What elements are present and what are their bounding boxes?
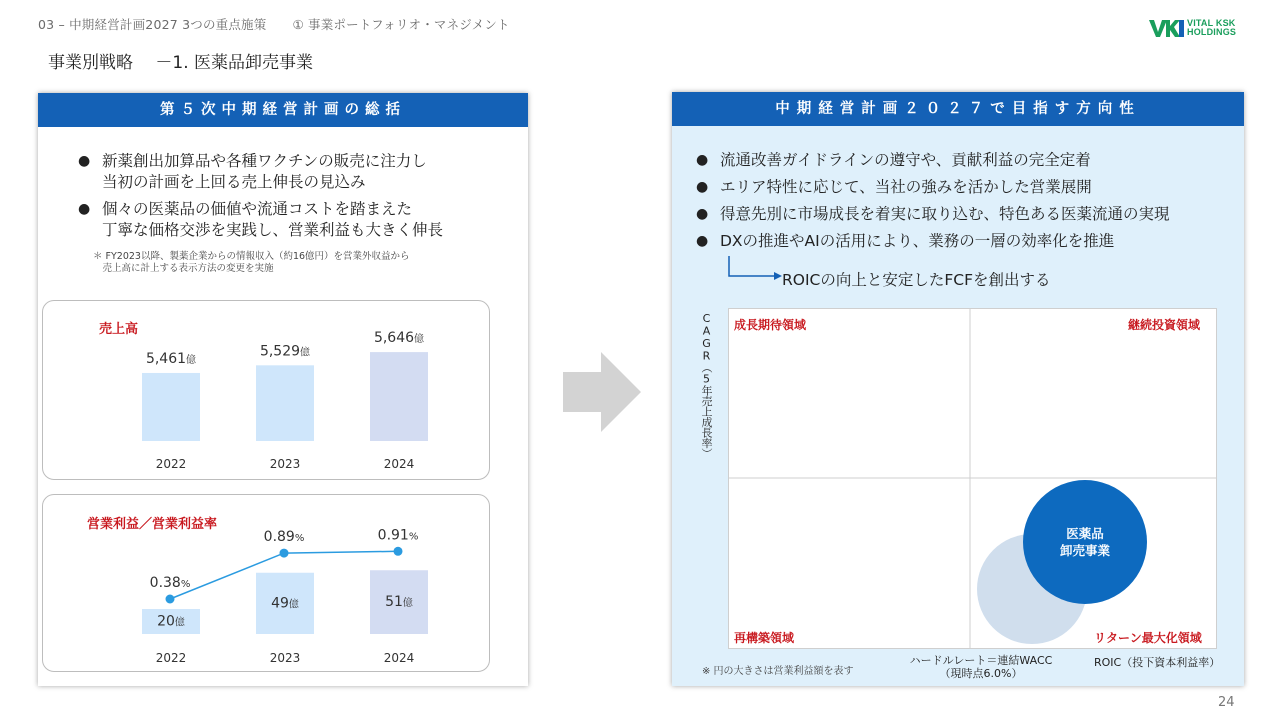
sales-bar	[142, 373, 200, 441]
margin-value-label: 0.91%	[377, 527, 419, 544]
sales-bar	[256, 365, 314, 441]
profit-year-label: 2023	[269, 651, 301, 665]
roic-goal-text: ROICの向上と安定したFCFを創出する	[782, 271, 1051, 289]
circle-size-note: ※ 円の大きさは営業利益額を表す	[702, 666, 854, 677]
right-bullet-item: ● エリア特性に応じて、当社の強みを活かした営業展開	[696, 174, 1236, 201]
company-logo	[1149, 18, 1247, 38]
margin-point	[280, 549, 289, 558]
profit-value-label-unit: 億	[402, 598, 413, 610]
margin-point	[394, 547, 403, 556]
sales-year-label: 2023	[269, 457, 301, 471]
profit-chart	[42, 494, 490, 672]
left-bullet-item: ● 個々の医薬品の価値や流通コストを踏まえた 丁寧な価格交渉を実践し、営業利益も大きく伸長	[78, 199, 518, 241]
y-axis-label: CAGR（5年売上成長率）	[700, 312, 713, 459]
logo-text-line2: HOLDINGS	[1187, 27, 1237, 37]
margin-value-label-unit: %	[294, 533, 305, 545]
profit-year-label: 2024	[383, 651, 415, 665]
right-bullet-item: ● 流通改善ガイドラインの遵守や、貢献利益の完全定着	[696, 147, 1236, 174]
breadcrumb	[38, 15, 510, 33]
right-bullet-item: ● 得意先別に市場成長を着実に取り込む、特色ある医薬流通の実現	[696, 201, 1236, 228]
sales-value-label: 5,461億	[145, 350, 197, 367]
page-title: 事業別戦略 －1. 医薬品卸売事業	[48, 53, 314, 73]
sales-value-label: 5,529億	[259, 343, 311, 360]
profit-value-label-unit: 億	[174, 617, 185, 629]
profit-chart-title: 営業利益／営業利益率	[87, 517, 218, 532]
right-panel-title: 中期経営計画２０２７で目指す方向性	[672, 92, 1244, 126]
right-arrow-icon	[563, 352, 645, 432]
logo-text-line1: VITAL KSK	[1187, 18, 1236, 28]
quadrant-bottom-right-label: リターン最大化領域	[1094, 631, 1202, 645]
profit-year-label: 2022	[155, 651, 187, 665]
sales-chart	[42, 300, 490, 480]
right-panel	[672, 92, 1244, 686]
sales-value-label: 5,646億	[373, 330, 425, 347]
margin-value-label: 0.38%	[149, 575, 191, 591]
sales-value-label-unit: 億	[186, 354, 197, 366]
sales-bar	[370, 352, 428, 441]
profit-value-label: 20億	[157, 613, 185, 630]
sales-value-label-unit: 億	[414, 334, 425, 346]
margin-value-label-unit: %	[180, 579, 191, 590]
left-bullet-list	[78, 151, 518, 247]
business-circle-label: 医薬品 卸売事業	[1059, 526, 1110, 558]
breadcrumb-sub: ① 事業ポートフォリオ・マネジメント	[292, 17, 510, 32]
elbow-arrow-icon	[728, 256, 788, 282]
page-number: 24	[1218, 695, 1235, 710]
sales-year-label: 2022	[155, 457, 187, 471]
x-axis-label: ROIC（投下資本利益率）	[1094, 656, 1221, 669]
sales-chart-title: 売上高	[99, 322, 139, 337]
sales-year-label: 2024	[383, 457, 415, 471]
margin-value-label: 0.89%	[263, 529, 305, 546]
portfolio-matrix	[728, 308, 1217, 649]
profit-value-label: 51億	[385, 594, 413, 611]
quadrant-top-left-label: 成長期待領域	[734, 318, 807, 332]
left-panel-title: 第５次中期経営計画の総括	[38, 93, 528, 127]
margin-point	[166, 595, 175, 604]
sales-value-label-unit: 億	[300, 347, 311, 359]
quadrant-bottom-left-label: 再構築領域	[734, 631, 795, 645]
margin-value-label-unit: %	[408, 531, 419, 543]
right-bullet-list	[696, 147, 1236, 255]
breadcrumb-main: 03 – 中期経営計画2027 3つの重点施策	[38, 17, 267, 32]
footnote: ＊ FY2023以降、製薬企業からの情報収入（約16億円）を営業外収益から 売上高に計上する表示方法の変更を実施	[93, 251, 410, 274]
quadrant-top-right-label: 継続投資領域	[1128, 318, 1201, 332]
profit-value-label: 49億	[271, 595, 299, 612]
logo-mark-icon	[1149, 18, 1185, 38]
profit-value-label-unit: 億	[288, 599, 299, 611]
hurdle-rate-label: ハードルレート＝連結WACC （現時点6.0%）	[909, 654, 1053, 680]
right-bullet-item: ● DXの推進やAIの活用により、業務の一層の効率化を推進	[696, 228, 1236, 255]
left-bullet-item: ● 新薬創出加算品や各種ワクチンの販売に注力し 当初の計画を上回る売上伸長の見込み	[78, 151, 518, 193]
left-panel	[38, 93, 528, 686]
